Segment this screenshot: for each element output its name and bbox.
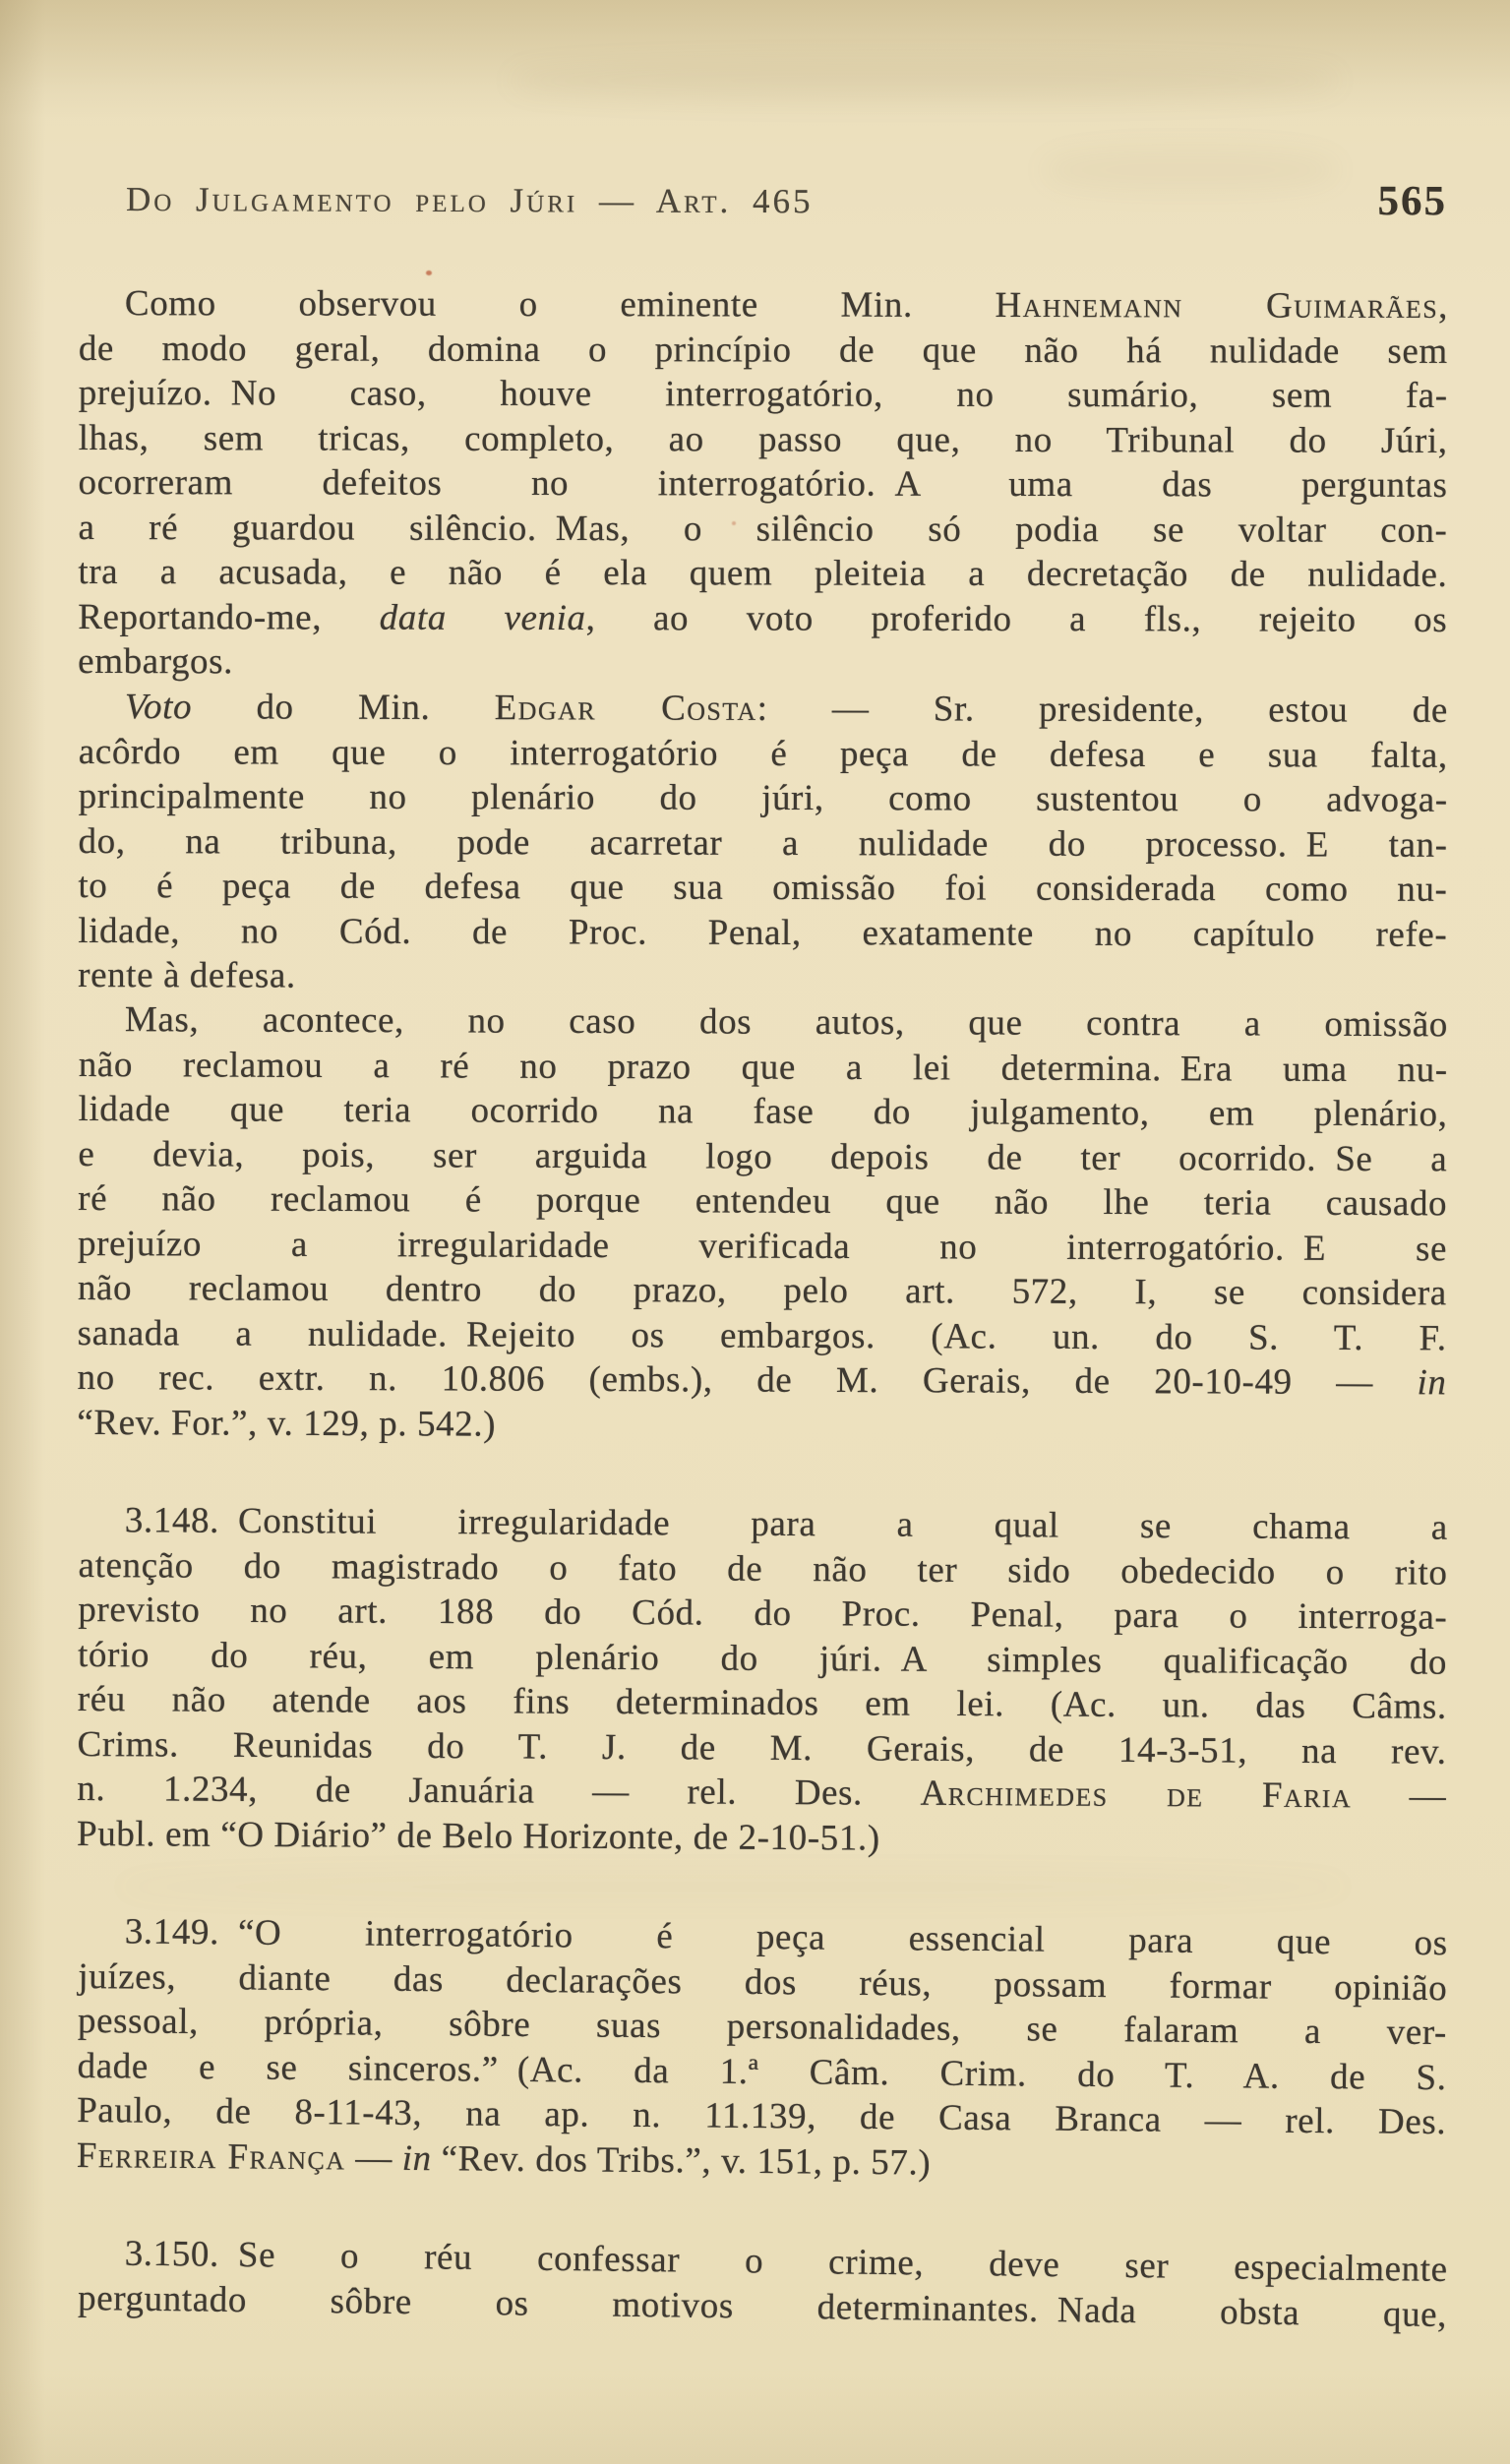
text-run: prejuízo a irregularidade verificada no interrogatório. E se xyxy=(77,1223,1448,1269)
person-name: Edgar Costa xyxy=(494,687,757,729)
text-line xyxy=(78,1677,1447,1729)
text-line xyxy=(78,1221,1447,1271)
text-run: ré não reclamou é porque entendeu que não lhe teria causado xyxy=(78,1177,1448,1225)
text-run: tra a acusada, e não é ela quem pleiteia a decretação de nulidade. xyxy=(78,551,1448,595)
text-run: Crims. Reunidas do T. J. de M. Gerais, de 14-3-51, na rev. xyxy=(77,1723,1447,1773)
paragraph-3-150 xyxy=(78,2231,1448,2337)
text-run: — xyxy=(1351,1775,1447,1817)
text-line xyxy=(78,952,1447,1000)
text-run: : — Sr. presidente, estou de xyxy=(756,688,1448,731)
text-run: , ao voto proferido a fls., rejeito os xyxy=(585,597,1448,640)
text-line xyxy=(78,1131,1447,1181)
paragraph-3-148 xyxy=(77,1498,1448,1864)
text-run: acôrdo em que o interrogatório é peça de defesa e sua falta, xyxy=(78,730,1448,775)
scan-shading-bottom xyxy=(0,2375,1510,2464)
text-run: pessoal, própria, sôbre suas personalidades, se falaram a ver- xyxy=(77,2000,1448,2054)
text-line xyxy=(78,550,1447,597)
text-line xyxy=(79,460,1448,508)
text-run: de modo geral, domina o princípio de que não há nulidade sem xyxy=(78,328,1448,372)
text-line xyxy=(77,1355,1446,1406)
text-run: — xyxy=(345,2136,402,2179)
running-title: Do Julgamento pelo Júri — Art. 465 xyxy=(125,180,814,221)
text-line xyxy=(78,908,1447,956)
text-run: a ré guardou silêncio. Mas, o silêncio só podia se voltar con- xyxy=(78,507,1448,551)
text-line xyxy=(77,1721,1446,1773)
text-line xyxy=(79,415,1448,462)
text-line xyxy=(79,1042,1448,1092)
text-line xyxy=(79,371,1448,418)
text-run: rente à defesa. xyxy=(78,954,296,996)
text-run: atenção do magistrado o fato de não ter sido obedecido o rito xyxy=(78,1544,1448,1593)
text-run: no rec. extr. n. 10.806 (embs.), de M. Gerais, de 20-10-49 — xyxy=(77,1356,1418,1404)
text-run: não reclamou dentro do prazo, pelo art. 572, I, se considera xyxy=(77,1267,1447,1314)
text-line xyxy=(78,1310,1447,1360)
text-run: lidade que teria ocorrido na fase do julgamento, em plenário, xyxy=(78,1088,1448,1135)
paragraph-voto-edgar-costa xyxy=(78,685,1448,1001)
paragraph-mas-acontece xyxy=(77,997,1448,1450)
text-run: to é peça de defesa que sua omissão foi considerada como nu- xyxy=(78,865,1448,910)
text-line xyxy=(77,1811,1446,1863)
text-line xyxy=(78,1542,1447,1594)
text-run: lhas, sem tricas, completo, ao passo que, no Tribunal do Júri, xyxy=(78,417,1448,461)
text-run: Reportando-me, xyxy=(78,596,380,638)
text-run: “Rev. For.”, v. 129, p. 542.) xyxy=(77,1402,497,1445)
text-line xyxy=(79,281,1448,329)
text-run: principalmente no plenário do júri, como sustentou o advoga- xyxy=(78,775,1448,820)
text-run: 3.150. Se o réu confessar o crime, deve ser especialmente xyxy=(124,2233,1448,2291)
text-run: prejuízo. No caso, houve interrogatório, no sumário, sem fa- xyxy=(78,372,1448,416)
text-run: lidade, no Cód. de Proc. Penal, exatamente no capítulo refe- xyxy=(78,909,1448,954)
text-line xyxy=(79,729,1448,777)
text-run: sanada a nulidade. Rejeito os embargos. (Ac. un. do S. T. F. xyxy=(77,1312,1447,1358)
text-run: ocorreram defeitos no interrogatório. A uma das perguntas xyxy=(78,461,1448,506)
running-header xyxy=(126,173,1447,225)
text-line xyxy=(79,773,1448,821)
text-run: não reclamou a ré no prazo que a lei determina. Era uma nu- xyxy=(78,1044,1448,1090)
text-line xyxy=(78,505,1447,552)
text-line xyxy=(79,685,1448,733)
text-run: Mas, acontece, no caso dos autos, que contra a omissão xyxy=(124,999,1448,1046)
text-line xyxy=(79,326,1448,373)
text-run: n. 1.234, de Januária — rel. Des. xyxy=(77,1768,921,1814)
text-run: juízes, diante das declarações dos réus, possam formar opinião xyxy=(78,1955,1448,2009)
text-line xyxy=(79,1498,1448,1550)
scan-shading-top xyxy=(0,0,1510,118)
text-run: perguntado sôbre os motivos determinantes. Nada obsta que, xyxy=(77,2277,1448,2335)
text-line xyxy=(79,997,1448,1048)
text-run: tório do réu, em plenário do júri. A simples qualificação do xyxy=(77,1634,1448,1683)
text-run: Como observou o eminente Min. xyxy=(124,283,996,326)
text-line xyxy=(78,1266,1447,1316)
text-run: “Rev. dos Tribs.”, v. 151, p. 57.) xyxy=(431,2137,932,2184)
text-line xyxy=(78,863,1447,911)
text-run: Paulo, de 8-11-43, na ap. n. 11.139, de Casa Branca — rel. Des. xyxy=(77,2089,1447,2143)
scan-shading-left xyxy=(0,0,45,2464)
text-line xyxy=(78,818,1447,867)
text-run: , xyxy=(1438,285,1448,327)
text-run: dade e se sinceros.” (Ac. da 1.ª Câm. Crim. do T. A. de S. xyxy=(77,2045,1447,2098)
text-line xyxy=(78,1176,1447,1227)
text-line xyxy=(78,1632,1447,1684)
text-run: embargos. xyxy=(78,640,234,683)
italic-term: data venia xyxy=(379,597,586,638)
scan-artifact-speck xyxy=(426,270,432,275)
text-line xyxy=(78,1087,1447,1137)
italic-term: in xyxy=(1417,1362,1447,1404)
italic-term: Voto xyxy=(124,686,193,727)
text-run: 3.148. Constitui irregularidade para a qual se chama a xyxy=(124,1500,1448,1548)
paragraph-hahnemann-guimaraes xyxy=(78,281,1448,687)
page-number: 565 xyxy=(1377,177,1448,225)
text-line xyxy=(78,639,1447,687)
text-run: e devia, pois, ser arguida logo depois de ter ocorrido. Se a xyxy=(78,1133,1448,1179)
text-run: 3.149. “O interrogatório é peça essencial para que os xyxy=(124,1911,1448,1964)
text-run: réu não atende aos fins determinados em lei. (Ac. un. das Câms. xyxy=(77,1678,1447,1727)
text-line xyxy=(78,1588,1447,1640)
person-name: Hahnemann Guimarães xyxy=(995,284,1439,327)
page-text xyxy=(76,281,1448,2335)
person-name: Ferreira França xyxy=(76,2134,346,2178)
text-run: previsto no art. 188 do Cód. do Proc. Penal, para o interroga- xyxy=(78,1589,1448,1638)
text-line xyxy=(77,1767,1446,1819)
text-line xyxy=(77,1400,1446,1450)
paragraph-3-149 xyxy=(77,1909,1448,2190)
text-run: do Min. xyxy=(192,686,495,728)
text-line xyxy=(78,594,1447,641)
scan-artifact-bleedthrough xyxy=(512,61,1338,100)
text-run: Publ. em “O Diário” de Belo Horizonte, de 2-10-51.) xyxy=(76,1813,880,1859)
person-name: Archimedes de Faria xyxy=(920,1773,1353,1817)
text-run: do, na tribuna, pode acarretar a nulidade do processo. E tan- xyxy=(78,819,1448,865)
italic-term: in xyxy=(401,2137,432,2179)
